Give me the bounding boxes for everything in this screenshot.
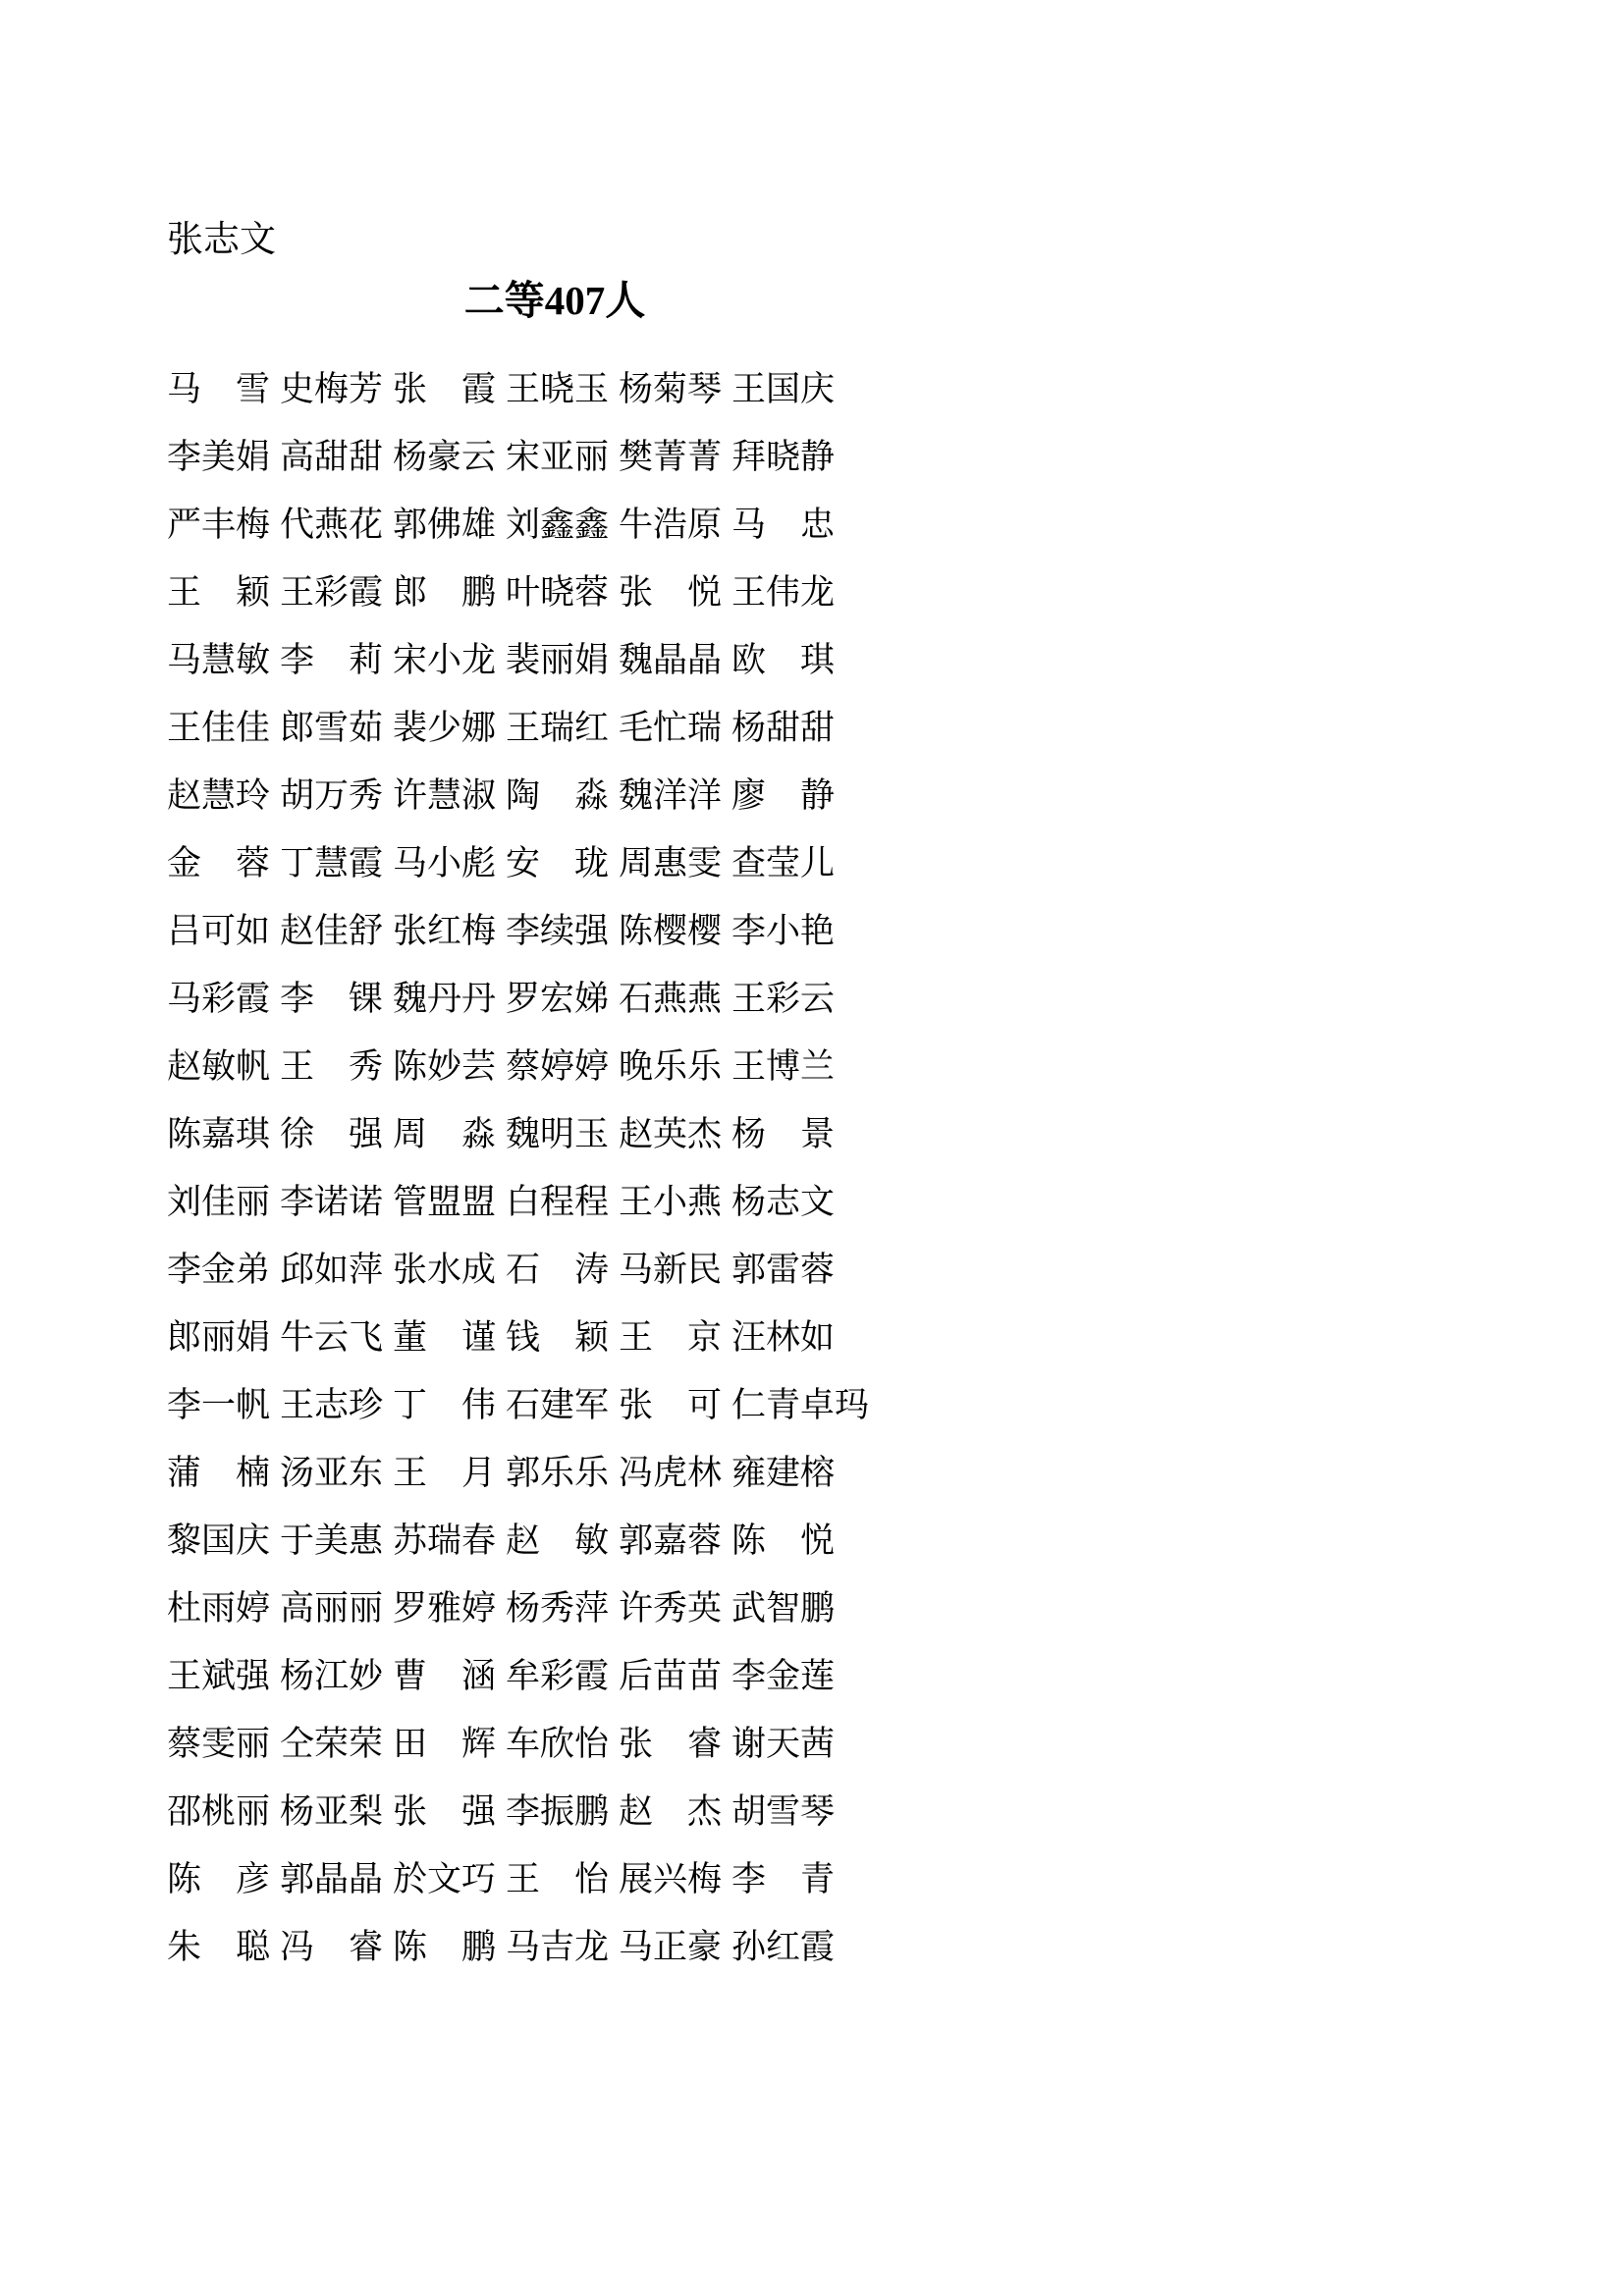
person-name: 汤亚东 <box>280 1453 384 1492</box>
person-name: 魏洋洋 <box>619 775 723 815</box>
person-name: 蔡婷婷 <box>506 1046 610 1086</box>
person-name: 牛云飞 <box>280 1317 384 1357</box>
person-name: 杜雨婷 <box>167 1588 271 1628</box>
person-name: 冯虎林 <box>619 1453 723 1492</box>
person-name: 管盟盟 <box>393 1182 497 1221</box>
name-grid <box>167 355 870 1981</box>
person-name: 马 忠 <box>731 505 836 544</box>
person-name: 陈嘉琪 <box>167 1114 271 1153</box>
person-name: 马 雪 <box>167 369 271 408</box>
person-name: 李诺诺 <box>280 1182 384 1221</box>
person-name: 史梅芳 <box>280 369 384 408</box>
person-name: 钱 颖 <box>506 1317 610 1357</box>
person-name: 石 涛 <box>506 1250 610 1289</box>
name-row <box>167 1371 870 1439</box>
person-name: 李金莲 <box>731 1656 836 1695</box>
person-name: 丁慧霞 <box>280 843 384 882</box>
person-name: 魏丹丹 <box>393 979 497 1018</box>
person-name: 裴少娜 <box>393 708 497 747</box>
person-name: 马吉龙 <box>506 1927 610 1966</box>
name-row <box>167 626 844 694</box>
person-name: 马小彪 <box>393 843 497 882</box>
person-name: 张 可 <box>619 1385 723 1424</box>
name-row <box>167 1575 844 1642</box>
person-name: 雍建榕 <box>731 1453 836 1492</box>
person-name: 王晓玉 <box>506 369 610 408</box>
person-name: 李 锞 <box>280 979 384 1018</box>
person-name: 吕可如 <box>167 911 271 950</box>
person-name: 冯 睿 <box>280 1927 384 1966</box>
person-name: 於文巧 <box>393 1859 497 1898</box>
person-name: 蒲 楠 <box>167 1453 271 1492</box>
person-name: 周惠雯 <box>619 843 723 882</box>
person-name: 胡万秀 <box>280 775 384 815</box>
name-row <box>167 1507 844 1575</box>
name-row <box>167 491 844 559</box>
person-name: 李金弟 <box>167 1250 271 1289</box>
name-row <box>167 423 844 491</box>
person-name: 李美娟 <box>167 437 271 476</box>
person-name: 魏明玉 <box>506 1114 610 1153</box>
person-name: 杨豪云 <box>393 437 497 476</box>
person-name: 郭佛雄 <box>393 505 497 544</box>
person-name: 石建军 <box>506 1385 610 1424</box>
person-name: 郎雪茹 <box>280 708 384 747</box>
person-name: 杨 景 <box>731 1114 836 1153</box>
person-name: 郭嘉蓉 <box>619 1521 723 1560</box>
person-name: 王 颖 <box>167 572 271 612</box>
person-name: 王志珍 <box>280 1385 384 1424</box>
person-name: 杨菊琴 <box>619 369 723 408</box>
name-row <box>167 897 844 965</box>
person-name: 仝荣荣 <box>280 1724 384 1763</box>
person-name: 张红梅 <box>393 911 497 950</box>
person-name: 查莹儿 <box>731 843 836 882</box>
person-name: 王 怡 <box>506 1859 610 1898</box>
person-name: 王彩霞 <box>280 572 384 612</box>
person-name: 董 谨 <box>393 1317 497 1357</box>
person-name: 丁 伟 <box>393 1385 497 1424</box>
name-row <box>167 1100 844 1168</box>
person-name: 仁青卓玛 <box>731 1385 870 1424</box>
person-name: 王瑞红 <box>506 708 610 747</box>
person-name: 马彩霞 <box>167 979 271 1018</box>
person-name: 王伟龙 <box>731 572 836 612</box>
person-name: 杨秀萍 <box>506 1588 610 1628</box>
person-name: 张 强 <box>393 1791 497 1831</box>
person-name: 陈 彦 <box>167 1859 271 1898</box>
person-name: 许慧淑 <box>393 775 497 815</box>
person-name: 邵桃丽 <box>167 1791 271 1831</box>
person-name: 王佳佳 <box>167 708 271 747</box>
person-name: 陈 悦 <box>731 1521 836 1560</box>
person-name: 张水成 <box>393 1250 497 1289</box>
person-name: 叶晓蓉 <box>506 572 610 612</box>
person-name: 王 月 <box>393 1453 497 1492</box>
person-name: 牛浩原 <box>619 505 723 544</box>
person-name: 赵佳舒 <box>280 911 384 950</box>
person-name: 王博兰 <box>731 1046 836 1086</box>
person-name: 晚乐乐 <box>619 1046 723 1086</box>
person-name: 杨江妙 <box>280 1656 384 1695</box>
person-name: 罗雅婷 <box>393 1588 497 1628</box>
person-name: 罗宏娣 <box>506 979 610 1018</box>
person-name: 陈樱樱 <box>619 911 723 950</box>
person-name: 宋小龙 <box>393 640 497 679</box>
person-name: 武智鹏 <box>731 1588 836 1628</box>
name-row <box>167 1710 844 1778</box>
person-name: 杨甜甜 <box>731 708 836 747</box>
person-name: 赵 敏 <box>506 1521 610 1560</box>
name-row <box>167 1304 844 1371</box>
person-name: 周 淼 <box>393 1114 497 1153</box>
person-name: 谢天茜 <box>731 1724 836 1763</box>
person-name: 郭雷蓉 <box>731 1250 836 1289</box>
person-name: 郎丽娟 <box>167 1317 271 1357</box>
person-name: 徐 强 <box>280 1114 384 1153</box>
person-name: 陈妙芸 <box>393 1046 497 1086</box>
person-name: 赵慧玲 <box>167 775 271 815</box>
person-name: 后苗苗 <box>619 1656 723 1695</box>
person-name: 陶 淼 <box>506 775 610 815</box>
person-name: 安 珑 <box>506 843 610 882</box>
person-name: 赵 杰 <box>619 1791 723 1831</box>
person-name: 赵英杰 <box>619 1114 723 1153</box>
section-title: 二等407人 <box>463 278 646 323</box>
person-name: 郭乐乐 <box>506 1453 610 1492</box>
person-name: 马慧敏 <box>167 640 271 679</box>
name-row <box>167 1439 844 1507</box>
person-name: 王小燕 <box>619 1182 723 1221</box>
name-row <box>167 1845 844 1913</box>
person-name: 刘佳丽 <box>167 1182 271 1221</box>
person-name: 许秀英 <box>619 1588 723 1628</box>
person-name: 于美惠 <box>280 1521 384 1560</box>
person-name: 郎 鹏 <box>393 572 497 612</box>
person-name: 刘鑫鑫 <box>506 505 610 544</box>
person-name: 金 蓉 <box>167 843 271 882</box>
person-name: 展兴梅 <box>619 1859 723 1898</box>
name-row <box>167 559 844 626</box>
person-name: 邱如萍 <box>280 1250 384 1289</box>
person-name: 高丽丽 <box>280 1588 384 1628</box>
person-name: 魏晶晶 <box>619 640 723 679</box>
person-name: 石燕燕 <box>619 979 723 1018</box>
name-row <box>167 355 844 423</box>
name-row <box>167 1778 844 1845</box>
person-name: 马正豪 <box>619 1927 723 1966</box>
person-name: 杨亚梨 <box>280 1791 384 1831</box>
name-row <box>167 965 844 1033</box>
person-name: 朱 聪 <box>167 1927 271 1966</box>
person-name: 李续强 <box>506 911 610 950</box>
person-name: 汪林如 <box>731 1317 836 1357</box>
person-name: 李 青 <box>731 1859 836 1898</box>
person-name: 毛忙瑞 <box>619 708 723 747</box>
person-name: 车欣怡 <box>506 1724 610 1763</box>
person-name: 胡雪琴 <box>731 1791 836 1831</box>
person-name: 李振鹏 <box>506 1791 610 1831</box>
person-name: 廖 静 <box>731 775 836 815</box>
person-name: 李 莉 <box>280 640 384 679</box>
person-name: 王 秀 <box>280 1046 384 1086</box>
person-name: 拜晓静 <box>731 437 836 476</box>
person-name: 高甜甜 <box>280 437 384 476</box>
person-name: 孙红霞 <box>731 1927 836 1966</box>
person-name: 马新民 <box>619 1250 723 1289</box>
person-name: 代燕花 <box>280 505 384 544</box>
person-name: 李小艳 <box>731 911 836 950</box>
person-name: 蔡雯丽 <box>167 1724 271 1763</box>
person-name: 王斌强 <box>167 1656 271 1695</box>
person-name: 王国庆 <box>731 369 836 408</box>
person-name: 张 霞 <box>393 369 497 408</box>
person-name: 赵敏帆 <box>167 1046 271 1086</box>
leading-name: 张志文 <box>167 220 276 260</box>
person-name: 田 辉 <box>393 1724 497 1763</box>
person-name: 杨志文 <box>731 1182 836 1221</box>
person-name: 苏瑞春 <box>393 1521 497 1560</box>
name-row <box>167 762 844 829</box>
person-name: 牟彩霞 <box>506 1656 610 1695</box>
person-name: 王 京 <box>619 1317 723 1357</box>
person-name: 裴丽娟 <box>506 640 610 679</box>
person-name: 王彩云 <box>731 979 836 1018</box>
name-row <box>167 1236 844 1304</box>
person-name: 严丰梅 <box>167 505 271 544</box>
person-name: 黎国庆 <box>167 1521 271 1560</box>
person-name: 陈 鹏 <box>393 1927 497 1966</box>
person-name: 郭晶晶 <box>280 1859 384 1898</box>
name-row <box>167 1913 844 1981</box>
person-name: 曹 涵 <box>393 1656 497 1695</box>
person-name: 张 悦 <box>619 572 723 612</box>
name-row <box>167 1168 844 1236</box>
person-name: 樊菁菁 <box>619 437 723 476</box>
person-name: 宋亚丽 <box>506 437 610 476</box>
person-name: 李一帆 <box>167 1385 271 1424</box>
name-row <box>167 1033 844 1100</box>
name-row <box>167 829 844 897</box>
name-row <box>167 1642 844 1710</box>
person-name: 白程程 <box>506 1182 610 1221</box>
person-name: 张 睿 <box>619 1724 723 1763</box>
name-row <box>167 694 844 762</box>
person-name: 欧 琪 <box>731 640 836 679</box>
